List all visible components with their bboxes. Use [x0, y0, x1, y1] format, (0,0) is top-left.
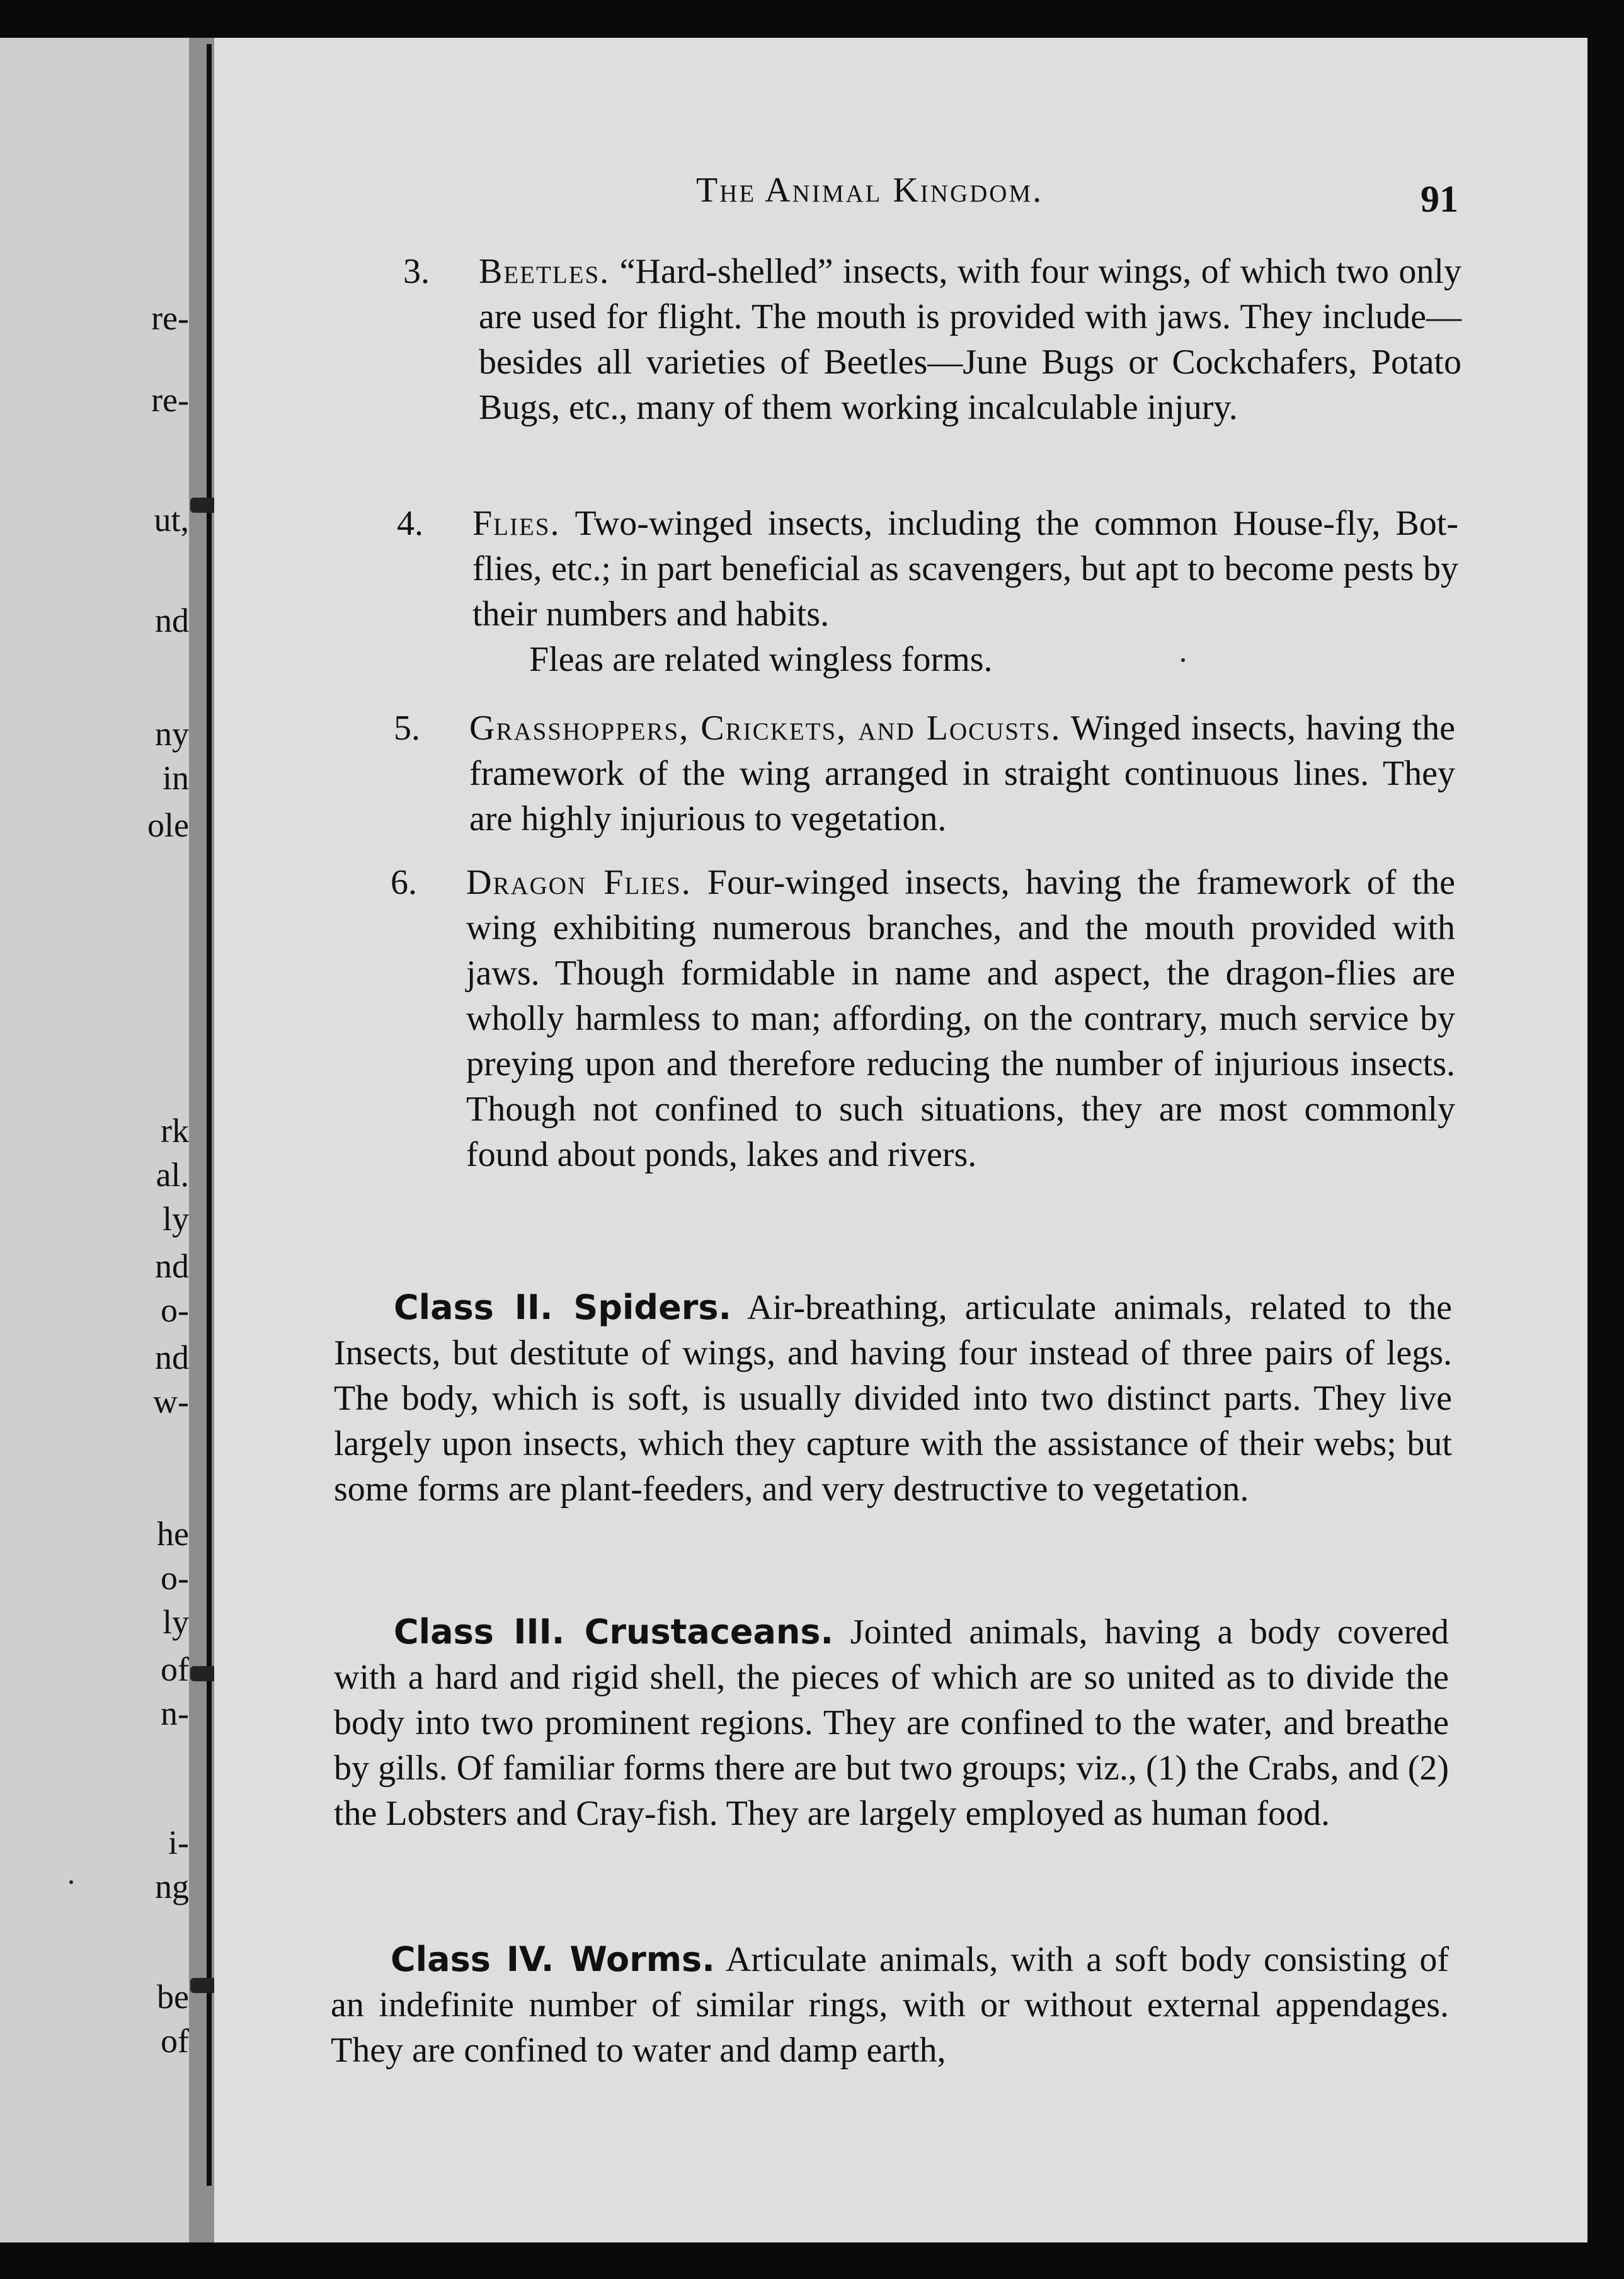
edge-fragment: re-	[151, 299, 189, 337]
item-paragraph	[466, 860, 1455, 1177]
item-number: 6.	[391, 863, 417, 902]
edge-fragment: re-	[151, 381, 189, 419]
item-paragraph	[469, 705, 1455, 842]
item-text: Winged insects, having the framework of the wing arranged in straight continuous lines. They are highly injurious to vegetation.	[469, 709, 1455, 838]
print-speck	[1181, 658, 1185, 662]
item-name: Beetles.	[479, 252, 610, 291]
edge-fragment: nd	[155, 602, 189, 639]
edge-fragment: ole	[147, 806, 189, 844]
page-number: 91	[1421, 178, 1458, 220]
class-paragraph	[331, 1937, 1449, 2073]
class-text: Air-breathing, articulate animals, related to the Insects, but destitute of wings, and having four instead of three pairs of legs. The body, which is soft, is usually divided into two distinct parts. They live largely upon insects, which they capture with the assistance of their webs; but some forms are plant-feeders, and very destructive to vegetation.	[334, 1288, 1452, 1509]
list-item	[397, 501, 1458, 682]
edge-fragment: o-	[161, 1291, 189, 1329]
edge-fragment: ng	[155, 1868, 189, 1905]
class-title: Class II. Spiders.	[394, 1288, 731, 1327]
class-title: Class III. Crustaceans.	[394, 1612, 834, 1652]
class-paragraph	[334, 1609, 1449, 1836]
item-text: “Hard-shelled” insects, with four wings, of which two only are used for flight. The mouth is provided with jaws. They include—besides all varieties of Beetles—June Bugs or Cockchafers, Potato Bugs, etc., many of them working incalculable injury.	[479, 252, 1461, 427]
print-speck	[69, 1880, 73, 1884]
edge-fragment: of	[161, 1650, 189, 1688]
edge-fragment: al.	[156, 1156, 189, 1194]
item-name: Grasshoppers, Crickets, and Locusts.	[469, 709, 1061, 748]
item-number: 5.	[394, 709, 420, 748]
edge-fragment: rk	[161, 1112, 189, 1150]
list-item	[403, 249, 1461, 430]
class-paragraph	[334, 1285, 1452, 1512]
class-text: Articulate animals, with a soft body consisting of an indefinite number of similar rings, with or without external appendages. They are confined to water and damp earth,	[331, 1940, 1449, 2070]
edge-fragment: ny	[155, 715, 189, 753]
edge-fragment: ut,	[154, 501, 189, 539]
item-name: Flies.	[472, 504, 561, 543]
class-section	[334, 1609, 1449, 1836]
edge-fragment: ly	[162, 1200, 189, 1238]
item-text: Four-winged insects, having the framework of the wing exhibiting numerous branches, and the mouth provided with jaws. Though formidable in name and aspect, the dragon-flies are wholly harmless to man; affording, on the contrary, much service by preying upon and therefore reducing the number of injurious insects. Though not confined to such situations, they are most commonly found about ponds, lakes and rivers.	[466, 863, 1456, 1174]
class-title: Class IV. Worms.	[391, 1939, 715, 1979]
item-paragraph	[479, 249, 1461, 430]
class-text: Jointed animals, having a body covered with a hard and rigid shell, the pieces of which are so united as to divide the body into two prominent regions. They are confined to the water, and breathe by gills. Of familiar forms there are but two groups; viz., (1) the Crabs, and (2) the Lobsters and Cray-fish. They are largely employed as human food.	[334, 1613, 1449, 1833]
class-section	[331, 1937, 1449, 2073]
list-item	[391, 860, 1456, 1177]
list-item	[394, 705, 1455, 842]
item-paragraph	[472, 501, 1458, 637]
edge-fragment: be	[157, 1978, 189, 2016]
class-section	[334, 1285, 1452, 1512]
item-number: 3.	[403, 252, 430, 291]
edge-fragment: he	[157, 1515, 189, 1553]
spine-binding-line	[207, 44, 212, 2186]
item-text: Two-winged insects, including the common House-fly, Bot-flies, etc.; in part beneficial as scavengers, but apt to become pests by their numbers and habits.	[472, 504, 1458, 634]
left-page-edge	[0, 38, 189, 2242]
edge-fragment: o-	[161, 1559, 189, 1597]
edge-fragment: n-	[161, 1694, 189, 1732]
edge-fragment: nd	[155, 1247, 189, 1285]
edge-fragment: w-	[153, 1383, 189, 1420]
edge-fragment: i-	[168, 1824, 189, 1861]
item-extra: Fleas are related wingless forms.	[529, 640, 993, 679]
item-number: 4.	[397, 504, 423, 543]
item-name: Dragon Flies.	[466, 863, 692, 902]
edge-fragment: nd	[155, 1339, 189, 1376]
edge-fragment: ly	[162, 1603, 189, 1641]
edge-fragment: in	[162, 759, 189, 797]
running-head: The Animal Kingdom.	[696, 171, 1044, 210]
edge-fragment: of	[161, 2022, 189, 2060]
